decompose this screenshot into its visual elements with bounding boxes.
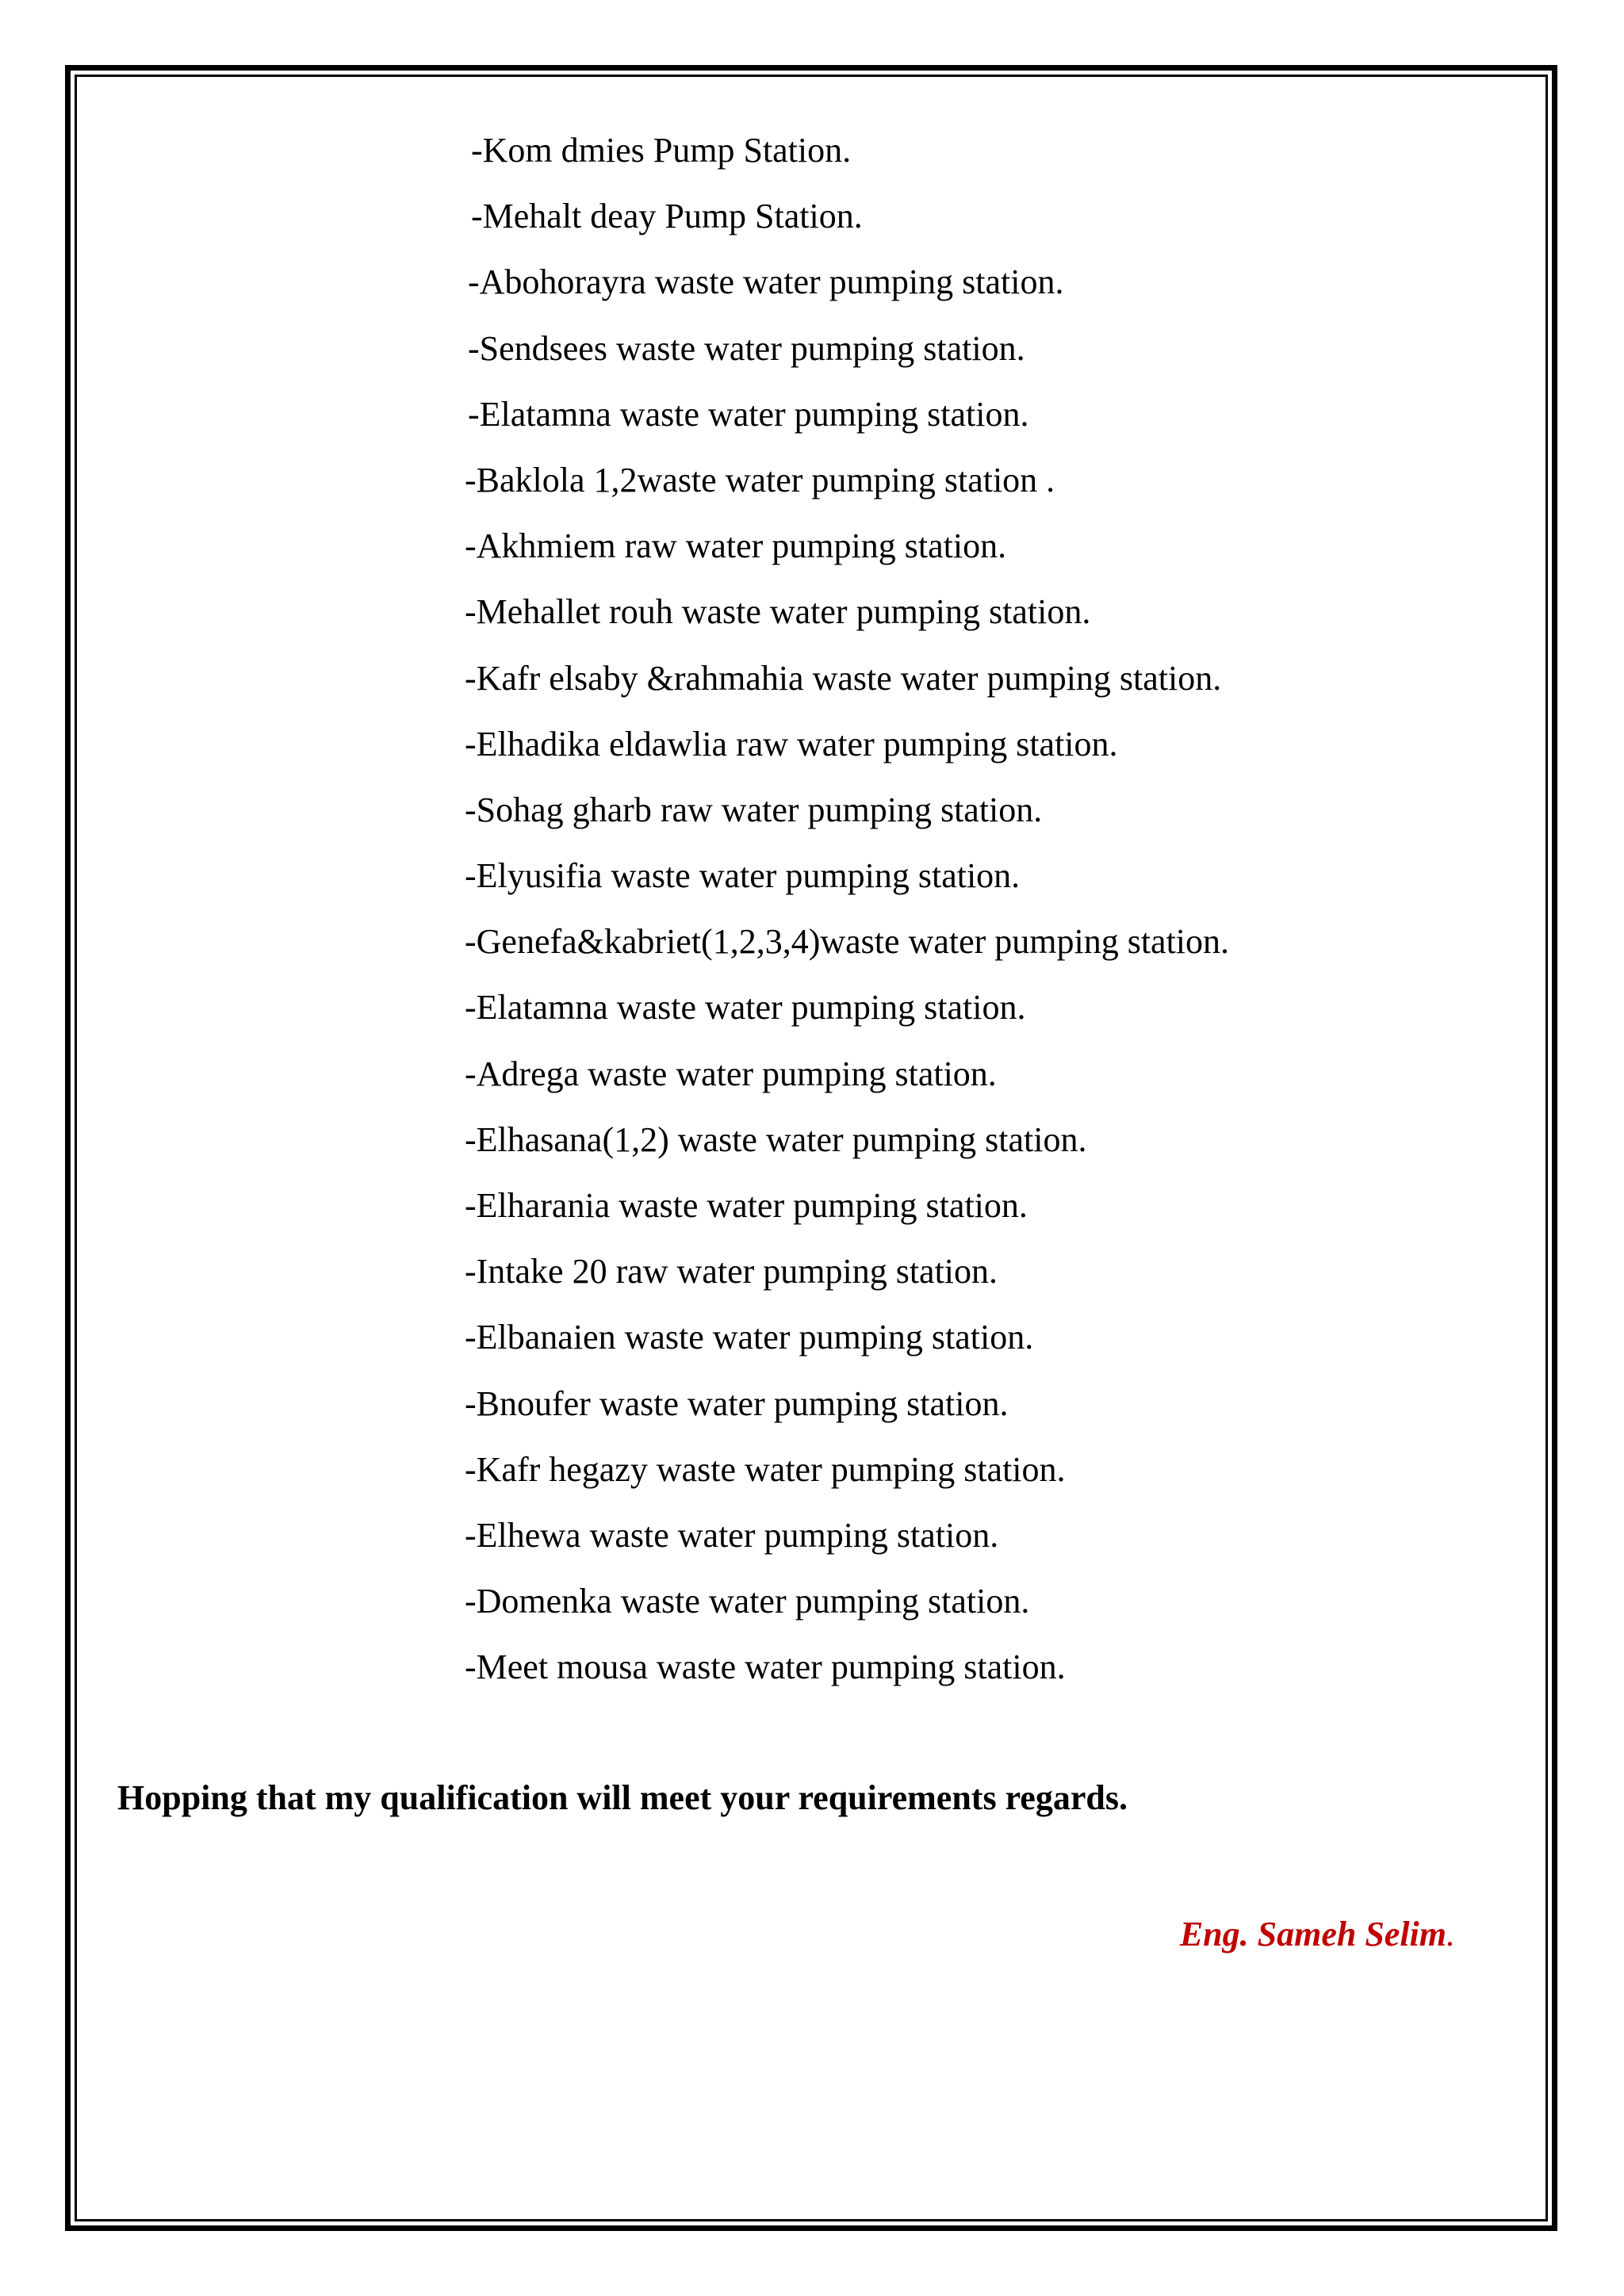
list-item: -Domenka waste water pumping station.	[465, 1582, 1030, 1621]
list-item: -Mehallet rouh waste water pumping station.	[465, 592, 1091, 632]
list-item: -Bnoufer waste water pumping station.	[465, 1383, 1009, 1423]
station-list	[465, 127, 1229, 1710]
list-item: -Akhmiem raw water pumping station.	[465, 526, 1007, 566]
list-item: -Mehalt deay Pump Station.	[471, 197, 863, 236]
list-item: -Elhewa waste water pumping station.	[465, 1515, 999, 1555]
list-item: -Baklola 1,2waste water pumping station .	[465, 460, 1055, 499]
signature-period: .	[1446, 1915, 1455, 1954]
signature	[1180, 1911, 1455, 1958]
list-item: -Elatamna waste water pumping station.	[465, 988, 1026, 1027]
list-item: -Elharania waste water pumping station.	[465, 1186, 1028, 1225]
list-item: -Kafr elsaby &rahmahia waste water pumping station.	[465, 658, 1222, 698]
list-item: -Elbanaien waste water pumping station.	[465, 1318, 1034, 1357]
list-item: -Sohag gharb raw water pumping station.	[465, 790, 1043, 829]
list-item: -Kom dmies Pump Station.	[471, 131, 852, 170]
list-item: -Abohorayra waste water pumping station.	[468, 262, 1064, 302]
list-item: -Intake 20 raw water pumping station.	[465, 1252, 998, 1292]
list-item: -Elatamna waste water pumping station.	[468, 394, 1029, 434]
list-item: -Elhadika eldawlia raw water pumping station.	[465, 724, 1118, 763]
list-item: -Elyusifia waste water pumping station.	[465, 856, 1021, 896]
list-item: -Meet mousa waste water pumping station.	[465, 1647, 1066, 1687]
list-item: -Adrega waste water pumping station.	[465, 1054, 997, 1093]
closing-statement: Hopping that my qualification will meet your requirements regards.	[117, 1778, 1128, 1817]
list-item: -Kafr hegazy waste water pumping station.	[465, 1449, 1066, 1489]
list-item: -Elhasana(1,2) waste water pumping station.	[465, 1119, 1087, 1159]
signature-name: Eng. Sameh Selim	[1179, 1915, 1446, 1954]
list-item: -Genefa&kabriet(1,2,3,4)waste water pumping station.	[465, 922, 1230, 962]
list-item: -Sendsees waste water pumping station.	[468, 328, 1025, 368]
